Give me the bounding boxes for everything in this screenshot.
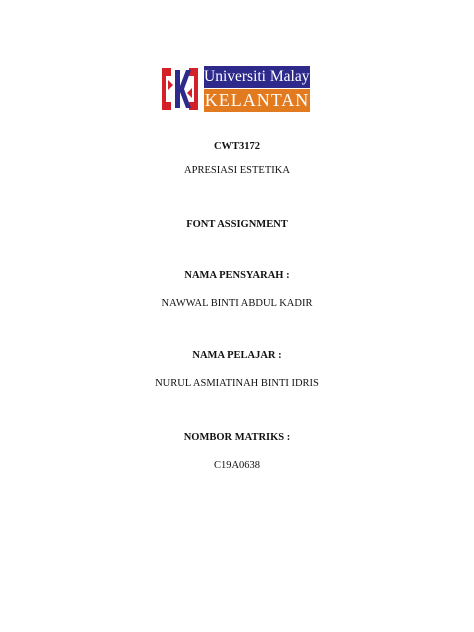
lecturer-label: NAMA PENSYARAH : (184, 270, 290, 281)
assignment-title: FONT ASSIGNMENT (186, 219, 288, 230)
student-label: NAMA PELAJAR : (192, 350, 282, 361)
umk-emblem-icon (160, 66, 200, 112)
matric-label: NOMBOR MATRIKS : (183, 432, 291, 443)
logo-kelantan-text: KELANTAN (204, 90, 310, 110)
matric-number: C19A0638 (213, 460, 261, 471)
course-name: APRESIASI ESTETIKA (184, 165, 290, 176)
student-name: NURUL ASMIATINAH BINTI IDRIS (155, 378, 319, 389)
university-logo (160, 66, 327, 112)
logo-university-text: Universiti Malaysia (204, 66, 310, 88)
lecturer-name: NAWWAL BINTI ABDUL KADIR (161, 298, 313, 309)
course-code: CWT3172 (213, 141, 261, 152)
